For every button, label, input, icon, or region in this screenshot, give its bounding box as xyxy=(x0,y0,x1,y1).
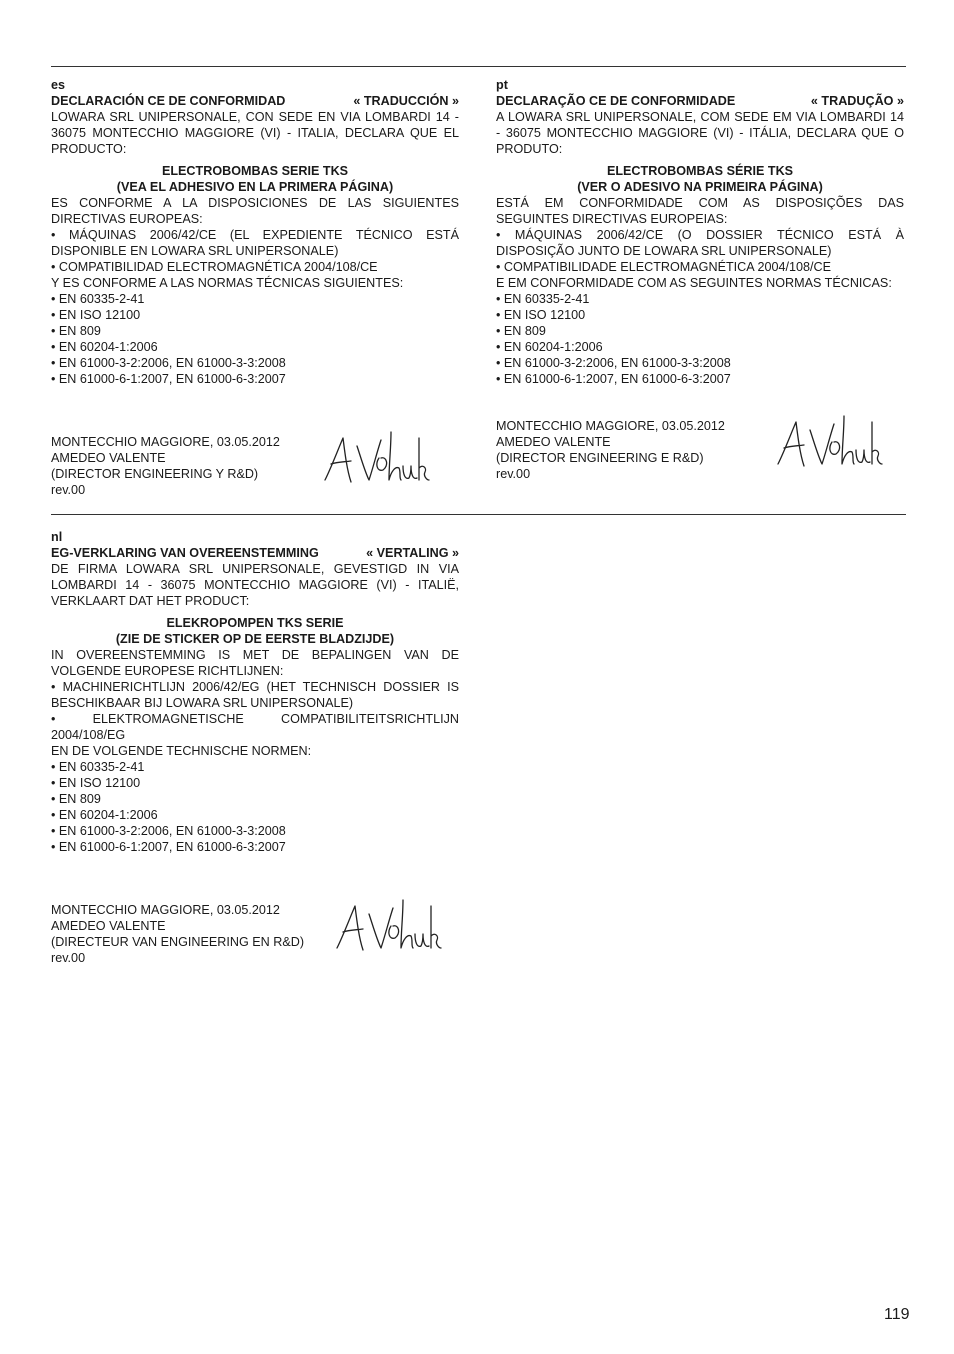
standard-item: • EN 809 xyxy=(51,324,101,338)
signer-role: (DIRECTOR ENGINEERING E R&D) xyxy=(496,451,704,465)
intro-text: DE FIRMA LOWARA SRL UNIPERSONALE, GEVESTIGD IN VIA LOMBARDI 14 - 36075 MONTECCHIO MAGGIORE (VI) - ITALIË, VERKLAART DAT HET PRODUCT: xyxy=(51,562,459,608)
standard-item: • EN ISO 12100 xyxy=(51,308,141,322)
place-date: MONTECCHIO MAGGIORE, 03.05.2012 xyxy=(51,903,280,917)
intro-text: LOWARA SRL UNIPERSONALE, CON SEDE EN VIA LOMBARDI 14 - 36075 MONTECCHIO MAGGIORE (VI) - ITALIA, DECLARA QUE EL PRODUCTO: xyxy=(51,110,459,156)
directive-item: • MÁQUINAS 2006/42/CE (EL EXPEDIENTE TÉCNICO ESTÁ DISPONIBLE EN LOWARA SRL UNIPERSONALE) xyxy=(51,228,459,258)
standard-item: • EN 60204-1:2006 xyxy=(496,340,603,354)
directive-item: • COMPATIBILIDADE ELECTROMAGNÉTICA 2004/108/CE xyxy=(496,260,831,274)
standard-item: • EN 61000-3-2:2006, EN 61000-3-3:2008 xyxy=(51,824,286,838)
standards-intro: E EM CONFORMIDADE COM AS SEGUINTES NORMAS TÉCNICAS: xyxy=(496,276,892,290)
handwritten-signature xyxy=(774,412,884,472)
directives-intro: IN OVEREENSTEMMING IS MET DE BEPALINGEN VAN DE VOLGENDE EUROPESE RICHTLIJNEN: xyxy=(51,648,459,678)
standard-item: • EN 809 xyxy=(496,324,546,338)
standard-item: • EN 60204-1:2006 xyxy=(51,340,158,354)
declaration-title xyxy=(51,545,459,561)
sticker-note: (ZIE DE STICKER OP DE EERSTE BLADZIJDE) xyxy=(115,632,395,646)
top-rule xyxy=(51,66,906,67)
place-date: MONTECCHIO MAGGIORE, 03.05.2012 xyxy=(496,419,725,433)
declaration-title xyxy=(496,93,904,109)
revision: rev.00 xyxy=(51,951,86,965)
standard-item: • EN ISO 12100 xyxy=(51,776,141,790)
product-name: ELECTROBOMBAS SERIE TKS xyxy=(161,164,349,178)
standard-item: • EN 61000-6-1:2007, EN 61000-6-3:2007 xyxy=(51,372,286,386)
signer-name: AMEDEO VALENTE xyxy=(51,919,166,933)
signer-name: AMEDEO VALENTE xyxy=(51,451,166,465)
revision: rev.00 xyxy=(496,467,531,481)
standard-item: • EN 809 xyxy=(51,792,101,806)
declaration-heading: EG-VERKLARING VAN OVEREENSTEMMING xyxy=(51,546,319,560)
signature-block xyxy=(51,902,459,966)
sticker-note: (VER O ADESIVO NA PRIMEIRA PÁGINA) xyxy=(577,180,823,194)
intro-text: A LOWARA SRL UNIPERSONALE, COM SEDE EM VIA LOMBARDI 14 - 36075 MONTECCHIO MAGGIORE (VI) - ITÁLIA, DECLARA QUE O PRODUTO: xyxy=(496,110,904,156)
handwritten-signature xyxy=(333,896,443,956)
section-pt xyxy=(496,77,904,482)
signer-name: AMEDEO VALENTE xyxy=(496,435,611,449)
section-nl xyxy=(51,529,459,966)
directive-item: • ELEKTROMAGNETISCHE COMPATIBILITEITSRICHTLIJN 2004/108/EG xyxy=(51,712,459,742)
standard-item: • EN 61000-3-2:2006, EN 61000-3-3:2008 xyxy=(496,356,731,370)
translation-label: « VERTALING » xyxy=(366,546,459,560)
language-code: es xyxy=(51,78,66,92)
declaration-title xyxy=(51,93,459,109)
standard-item: • EN 60335-2-41 xyxy=(496,292,590,306)
standard-item: • EN 60335-2-41 xyxy=(51,292,145,306)
sticker-note: (VEA EL ADHESIVO EN LA PRIMERA PÁGINA) xyxy=(116,180,394,194)
place-date: MONTECCHIO MAGGIORE, 03.05.2012 xyxy=(51,435,280,449)
product-name: ELEKROPOMPEN TKS SERIE xyxy=(166,616,344,630)
standards-intro: Y ES CONFORME A LAS NORMAS TÉCNICAS SIGUIENTES: xyxy=(51,276,404,290)
signature-block xyxy=(51,434,459,498)
translation-label: « TRADUCCIÓN » xyxy=(353,94,459,108)
directives-intro: ESTÁ EM CONFORMIDADE COM AS DISPOSIÇÕES DAS SEGUINTES DIRECTIVAS EUROPEIAS: xyxy=(496,196,904,226)
directives-intro: ES CONFORME A LA DISPOSICIONES DE LAS SIGUIENTES DIRECTIVAS EUROPEAS: xyxy=(51,196,459,226)
directive-item: • COMPATIBILIDAD ELECTROMAGNÉTICA 2004/108/CE xyxy=(51,260,378,274)
standard-item: • EN ISO 12100 xyxy=(496,308,586,322)
standard-item: • EN 60335-2-41 xyxy=(51,760,145,774)
directive-item: • MÁQUINAS 2006/42/CE (O DOSSIER TÉCNICO ESTÁ À DISPOSIÇÃO JUNTO DE LOWARA SRL UNIPERSONALE) xyxy=(496,228,904,258)
standards-intro: EN DE VOLGENDE TECHNISCHE NORMEN: xyxy=(51,744,312,758)
page-number: 119 xyxy=(884,1306,910,1323)
standard-item: • EN 60204-1:2006 xyxy=(51,808,158,822)
standard-item: • EN 61000-6-1:2007, EN 61000-6-3:2007 xyxy=(496,372,731,386)
declaration-heading: DECLARAÇÃO CE DE CONFORMIDADE xyxy=(496,94,736,108)
standard-item: • EN 61000-6-1:2007, EN 61000-6-3:2007 xyxy=(51,840,286,854)
language-code: nl xyxy=(51,530,63,544)
directive-item: • MACHINERICHTLIJN 2006/42/EG (HET TECHNISCH DOSSIER IS BESCHIKBAAR BIJ LOWARA SRL UNIPERSONALE) xyxy=(51,680,459,710)
section-es xyxy=(51,77,459,498)
signer-role: (DIRECTOR ENGINEERING Y R&D) xyxy=(51,467,259,481)
signer-role: (DIRECTEUR VAN ENGINEERING EN R&D) xyxy=(51,935,305,949)
declaration-heading: DECLARACIÓN CE DE CONFORMIDAD xyxy=(51,94,286,108)
translation-label: « TRADUÇÃO » xyxy=(810,94,904,108)
signature-block xyxy=(496,418,904,482)
handwritten-signature xyxy=(321,428,431,488)
language-code: pt xyxy=(496,78,508,92)
revision: rev.00 xyxy=(51,483,86,497)
product-name: ELECTROBOMBAS SÉRIE TKS xyxy=(606,164,794,178)
middle-rule xyxy=(51,514,906,515)
standard-item: • EN 61000-3-2:2006, EN 61000-3-3:2008 xyxy=(51,356,286,370)
